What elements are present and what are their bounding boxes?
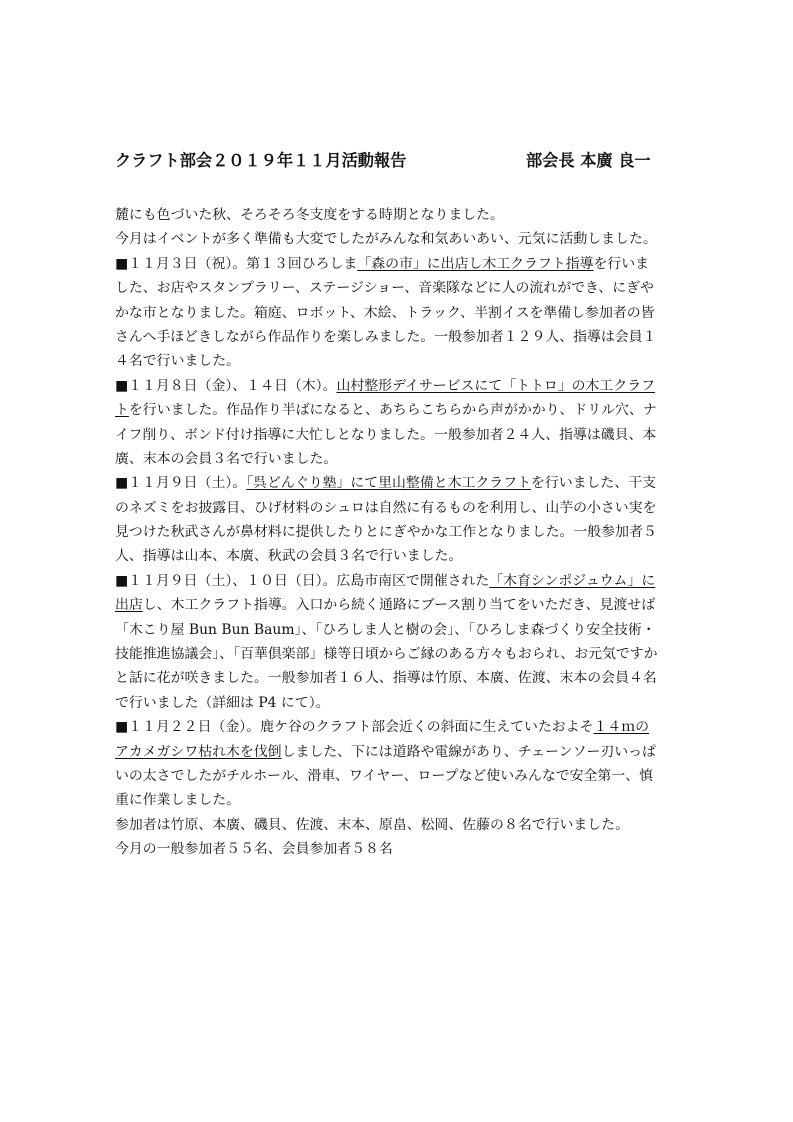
text-segment: 「木こり屋 Bun Bun Baum」、「ひろしま人と樹の会」、「ひろしま森づくり安全技術・: [115, 621, 656, 638]
text-segment: 人、指導は山本、本廣、秋武の会員３名で行いました。: [115, 548, 463, 565]
text-segment: で行いました（詳細は P4 にて）。: [115, 694, 330, 711]
text-segment: ■１１月８日（金）、１４日（木）。: [115, 377, 337, 394]
underlined-text: アカメガシワ枯れ木を伐倒: [115, 743, 282, 760]
text-segment: 麓にも色づいた秋、そろそろ冬支度をする時期となりました。: [115, 207, 504, 223]
body-line: [115, 227, 683, 251]
body-line: [115, 666, 683, 690]
underlined-text: 「森の市」に出店し木工クラフト指導: [357, 255, 594, 272]
text-segment: ■１１月２２日（金）。鹿ケ谷のクラフト部会近くの斜面に生えていたおよそ: [115, 719, 594, 736]
text-segment: 今月はイベントが多く準備も大変でしたがみんな和気あいあい、元気に活動しました。: [115, 231, 657, 248]
body-line: [115, 764, 683, 788]
body-line: [115, 837, 683, 861]
text-segment: を行いました、干支: [530, 475, 656, 492]
text-segment: を行いま: [593, 255, 650, 272]
underlined-text: 山村整形デイサービスにて「トトロ」の木工クラフ: [336, 377, 655, 394]
text-segment: ４名で行いました。: [115, 353, 241, 370]
body-line: [115, 520, 683, 544]
text-segment: した、お店やスタンプラリー、ステージショー、音楽隊などに人の流れができ、にぎや: [115, 280, 654, 297]
body-line: [115, 471, 683, 495]
text-segment: ■１１月３日（祝）。第１３回ひろしま: [115, 255, 358, 272]
underlined-text: 「木育シンポジュウム」に: [489, 572, 656, 589]
text-segment: かな市となりました。箱庭、ロボット、木絵、トラック、半割イスを準備し参加者の皆: [115, 304, 655, 321]
text-segment: ■１１月９日（土）。: [115, 475, 247, 492]
text-segment: いの太さでしたがチルホール、滑車、ワイヤー、ロープなど使いみんなで安全第一、慎: [115, 767, 653, 784]
body-line: [115, 788, 683, 812]
underlined-text: 出店: [115, 597, 143, 614]
body-line: [115, 301, 683, 325]
body-line: [115, 544, 683, 568]
text-segment: 重に作業しました。: [115, 792, 241, 809]
text-segment: ■１１月９日（土）、１０日（日）。広島市南区で開催された: [115, 572, 490, 589]
text-segment: を行いました。作品作り半ばになると、あちらこちらから声がかかり、ドリル穴、ナ: [128, 402, 657, 419]
body-line: [115, 349, 683, 373]
text-segment: 技能推進協議会」、「百華倶楽部」様等日頃からご縁のある方々もおられ、お元気ですか: [115, 646, 658, 663]
underlined-text: １４ｍの: [593, 719, 650, 736]
underlined-text: ト: [115, 402, 129, 419]
body-line: [115, 715, 683, 739]
text-segment: イフ削り、ボンド付け指導に大忙しとなりました。一般参加者２４人、指導は磯貝、本: [115, 426, 657, 443]
title-row: [115, 147, 675, 171]
text-segment: 参加者は竹原、本廣、磯貝、佐渡、末本、原畠、松岡、佐藤の８名で行いました。: [115, 816, 629, 833]
body-line: [115, 642, 683, 666]
document-title: クラフト部会２０１９年１１月活動報告: [115, 151, 407, 170]
body-line: [115, 203, 683, 227]
text-segment: さんへ手ほどきしながら作品作りを楽しみました。一般参加者１２９人、指導は会員１: [115, 328, 657, 345]
body-line: [115, 813, 683, 837]
body-line: [115, 252, 683, 276]
body-line: [115, 618, 683, 642]
body-line: [115, 569, 683, 593]
text-segment: のネズミをお披露目、ひげ材料のシュロは自然に有るものを利用し、山芋の小さい実を: [115, 499, 657, 516]
text-segment: しました、下には道路や電線があり、チェーンソー刃いっぱ: [281, 743, 656, 760]
report-body: [115, 203, 683, 862]
body-line: [115, 325, 683, 349]
body-line: [115, 276, 683, 300]
text-segment: 見つけた秋武さんが鼻材料に提供したりとにぎやかな工作となりました。一般参加者５: [115, 524, 657, 541]
text-segment: 廣、末本の会員３名で行いました。: [115, 450, 338, 467]
body-line: [115, 398, 683, 422]
underlined-text: 「呉どんぐり塾」にて里山整備と木工クラフト: [246, 475, 531, 492]
author-line: 部会長 本廣 良一: [526, 151, 651, 170]
body-line: [115, 447, 683, 471]
text-segment: 今月の一般参加者５５名、会員参加者５８名: [115, 841, 393, 858]
body-line: [115, 740, 683, 764]
body-line: [115, 374, 683, 398]
body-line: [115, 496, 683, 520]
text-segment: と話に花が咲きました。一般参加者１６人、指導は竹原、本廣、佐渡、末本の会員４名: [115, 670, 657, 687]
text-segment: し、木工クラフト指導。入口から続く通路にブース割り当てをいただき、見渡せば: [142, 597, 656, 614]
body-line: [115, 593, 683, 617]
body-line: [115, 691, 683, 715]
body-line: [115, 423, 683, 447]
